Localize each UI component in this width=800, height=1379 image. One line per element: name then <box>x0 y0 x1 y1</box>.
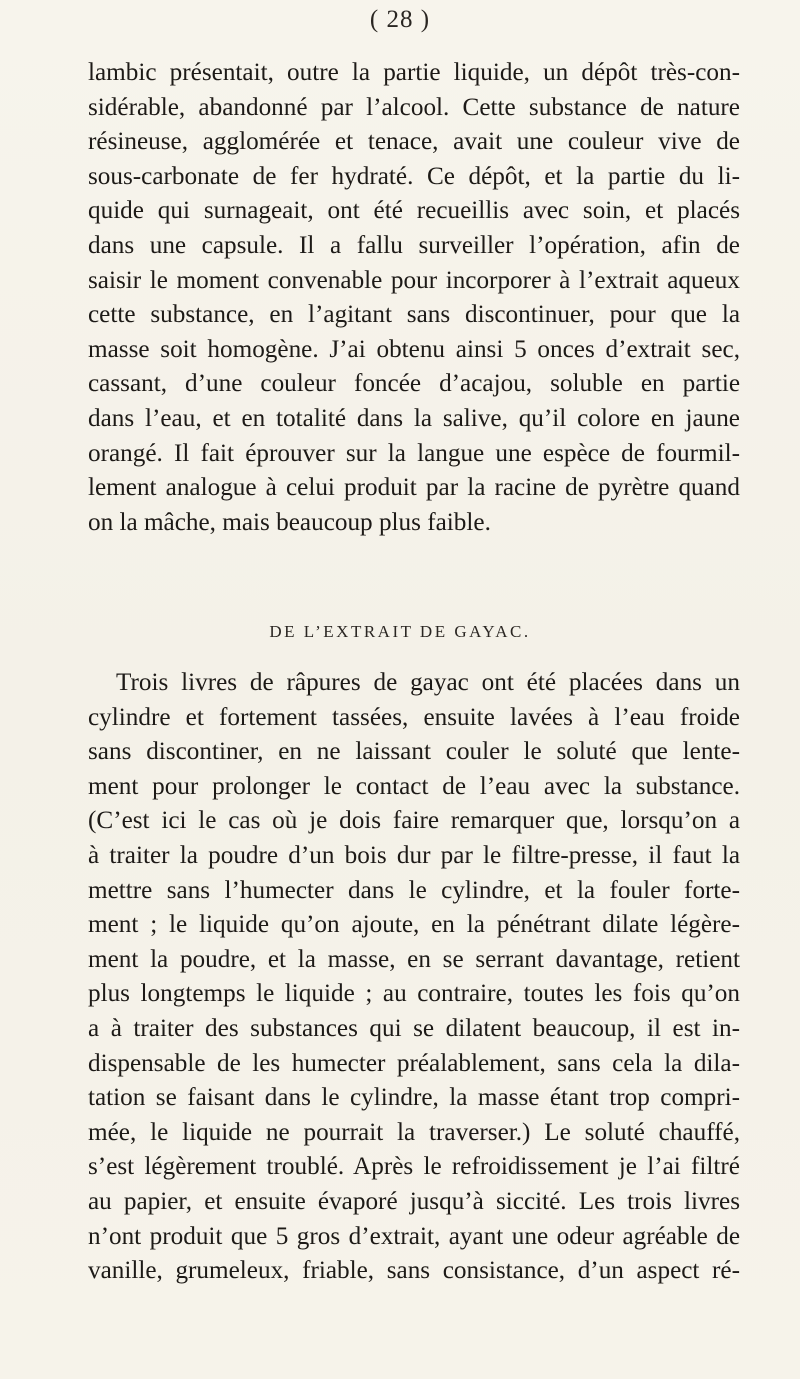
text-line: dispensable de les humecter préalablement, sans cela la dila- <box>88 1049 740 1077</box>
text-line: tation se faisant dans le cylindre, la masse étant trop compri- <box>88 1084 740 1112</box>
text-line: quide qui surnageait, ont été recueillis avec soin, et placés <box>88 197 740 225</box>
text-line: (C’est ici le cas où je dois faire remarquer que, lorsqu’on a <box>88 807 740 835</box>
text-line: ment la poudre, et la masse, en se serrant davantage, retient <box>88 945 740 973</box>
text-line: dans une capsule. Il a fallu surveiller l’opération, afin de <box>88 231 740 259</box>
text-line: ment ; le liquide qu’on ajoute, en la pénétrant dilate légère- <box>88 911 740 939</box>
text-line: lement analogue à celui produit par la racine de pyrètre quand <box>88 474 740 502</box>
text-line: cette substance, en l’agitant sans discontinuer, pour que la <box>88 301 740 329</box>
text-line: lambic présentait, outre la partie liquide, un dépôt très-con- <box>88 59 740 86</box>
text-line: cassant, d’une couleur foncée d’acajou, soluble en partie <box>88 370 740 398</box>
text-line: Trois livres de râpures de gayac ont été placées dans un <box>116 669 740 696</box>
text-line: s’est légèrement troublé. Après le refroidissement je l’ai filtré <box>88 1153 740 1181</box>
text-line: n’ont produit que 5 gros d’extrait, ayant une odeur agréable de <box>88 1222 740 1250</box>
text-line: cylindre et fortement tassées, ensuite lavées à l’eau froide <box>88 703 740 731</box>
text-line: sans discontiner, en ne laissant couler le soluté que lente- <box>88 738 740 766</box>
text-line: mée, le liquide ne pourrait la traverser.) Le soluté chauffé, <box>88 1118 740 1146</box>
text-line: ment pour prolonger le contact de l’eau avec la substance. <box>88 772 740 800</box>
text-line: au papier, et ensuite évaporé jusqu’à siccité. Les trois livres <box>88 1187 740 1215</box>
text-line: vanille, grumeleux, friable, sans consistance, d’un aspect ré- <box>88 1257 740 1285</box>
text-line: sidérable, abandonné par l’alcool. Cette substance de nature <box>88 93 740 121</box>
text-line: plus longtemps le liquide ; au contraire, toutes les fois qu’on <box>88 980 740 1008</box>
text-line: masse soit homogène. J’ai obtenu ainsi 5 onces d’extrait sec, <box>88 335 740 363</box>
section-heading: DE L’EXTRAIT DE GAYAC. <box>269 622 531 641</box>
text-line: a à traiter des substances qui se dilatent beaucoup, il est in- <box>88 1014 740 1042</box>
text-line: saisir le moment convenable pour incorporer à l’extrait aqueux <box>88 266 740 294</box>
paragraph-1 <box>88 56 740 540</box>
page-number: ( 28 ) <box>369 6 431 33</box>
text-line: orangé. Il fait éprouver sur la langue une espèce de fourmil- <box>88 439 740 467</box>
text-line: résineuse, agglomérée et tenace, avait une couleur vive de <box>88 128 740 156</box>
text-line: sous-carbonate de fer hydraté. Ce dépôt, et la partie du li- <box>88 162 740 190</box>
text-line: mettre sans l’humecter dans le cylindre, et la fouler forte- <box>88 876 740 904</box>
text-line: à traiter la poudre d’un bois dur par le filtre-presse, il faut la <box>88 841 740 869</box>
text-line: on la mâche, mais beaucoup plus faible. <box>88 508 491 536</box>
paragraph-2 <box>88 666 740 1289</box>
text-line: dans l’eau, et en totalité dans la salive, qu’il colore en jaune <box>88 404 740 432</box>
